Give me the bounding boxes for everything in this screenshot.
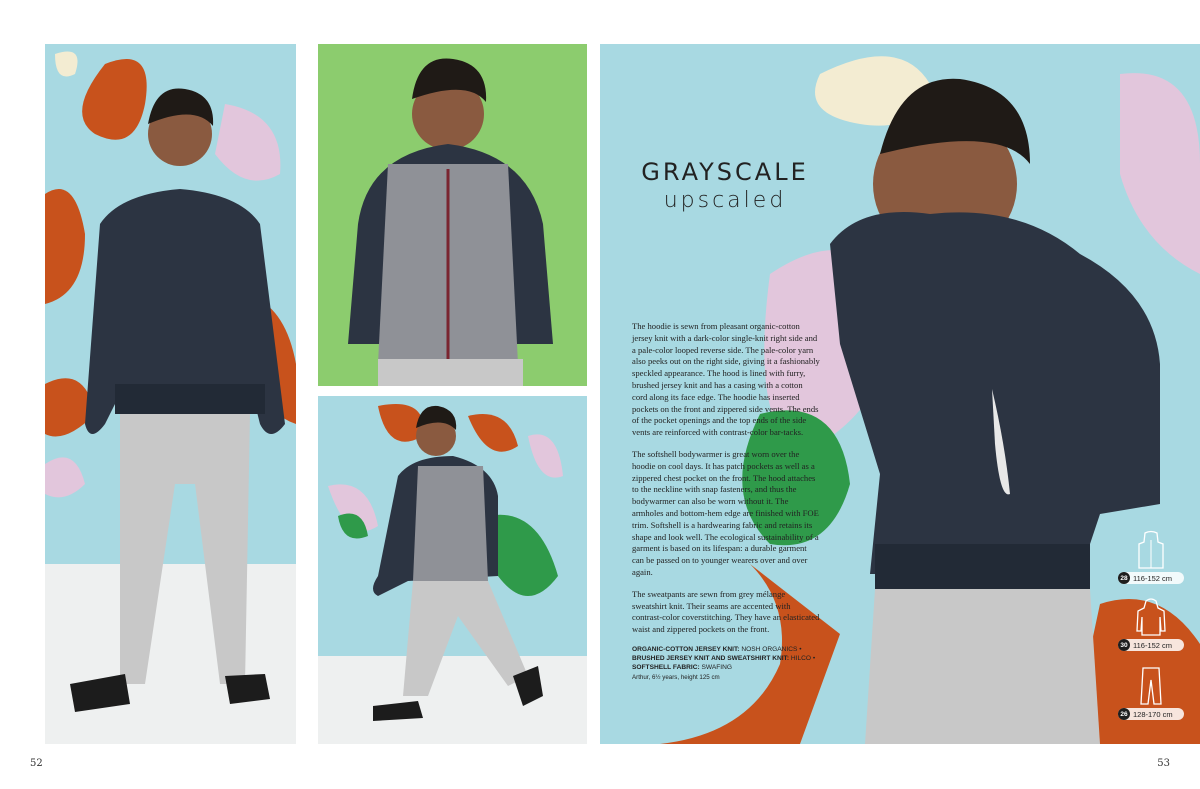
article-paragraph: The softshell bodywarmer is great worn over the hoodie on cool days. It has patch pockets as well as a zippered chest pocket on the front. The hood attaches to the neckline with snap fasteners, and thus the bodywarmer can also be worn without it. The armholes and bottom-hem edge are finished with FOE trim. Softshell is a hardwearing fabric and retains its shape and look well. The ecological sustainability of a garment is based on its lifespan: a durable garment can be passed on to younger wearers over and over again. [632, 448, 819, 577]
material-value: NOSH ORGANICS [741, 645, 798, 653]
article-paragraph: The hoodie is sewn from pleasant organic-cotton jersey knit with a dark-color single-knit right side and a pale-color looped reverse side. The pale-color yarn also peeks out on the right side, giving it a fashionably speckled appearance. The hood is lined with furry, brushed jersey knit and has a casing with a cotton cord along its face edge. The hoodie has inserted pockets on the front and zippered side vents. The ends of the pocket openings and the top ends of the side vents are reinforced with contrast-color bar-tacks. [632, 321, 820, 438]
page-number-right: 53 [1157, 758, 1170, 769]
pants-icon [1136, 666, 1166, 706]
vest-icon [1136, 530, 1166, 570]
photo-boy-vest-closeup [318, 44, 587, 386]
material-value: HILCO [790, 654, 812, 662]
hoodie-icon [1136, 597, 1166, 637]
page-title: GRAYSCALE [641, 158, 809, 186]
size-range: 116-152 cm [1133, 640, 1173, 650]
model-info: Arthur, 6½ years, height 125 cm [632, 674, 720, 682]
material-value: SWAFING [701, 663, 733, 671]
size-range: 116-152 cm [1133, 573, 1173, 583]
materials-credits: ORGANIC-COTTON JERSEY KNIT: NOSH ORGANICS • BRUSHED JERSEY KNIT AND SWEATSHIRT KNIT: HILCO • SOFTSHELL FABRIC: SWAFING [632, 645, 816, 671]
size-range: 128-170 cm [1133, 709, 1173, 719]
size-indicator-vest [1118, 530, 1184, 584]
pattern-number: 30 [1118, 639, 1130, 651]
page-subtitle: upscaled [663, 188, 787, 213]
page-number-left: 52 [30, 758, 43, 769]
material-label: SOFTSHELL FABRIC: [632, 663, 700, 671]
pattern-number: 28 [1118, 572, 1130, 584]
material-label: BRUSHED JERSEY KNIT AND SWEATSHIRT KNIT: [632, 654, 790, 662]
pattern-number: 26 [1118, 708, 1130, 720]
article-body [632, 321, 820, 682]
size-indicator-pants [1118, 666, 1184, 720]
photo-boy-walking [318, 396, 587, 744]
photo-boy-standing [45, 44, 296, 744]
article-paragraph: The sweatpants are sewn from grey mélange sweatshirt knit. Their seams are accented with contrast-color coverstitching. They have an elasticated waist and zippered pockets on the front. [632, 588, 820, 635]
size-label [1118, 639, 1184, 651]
size-label [1118, 572, 1184, 584]
size-label [1118, 708, 1184, 720]
size-indicator-hoodie [1118, 597, 1184, 651]
material-label: ORGANIC-COTTON JERSEY KNIT: [632, 645, 740, 653]
